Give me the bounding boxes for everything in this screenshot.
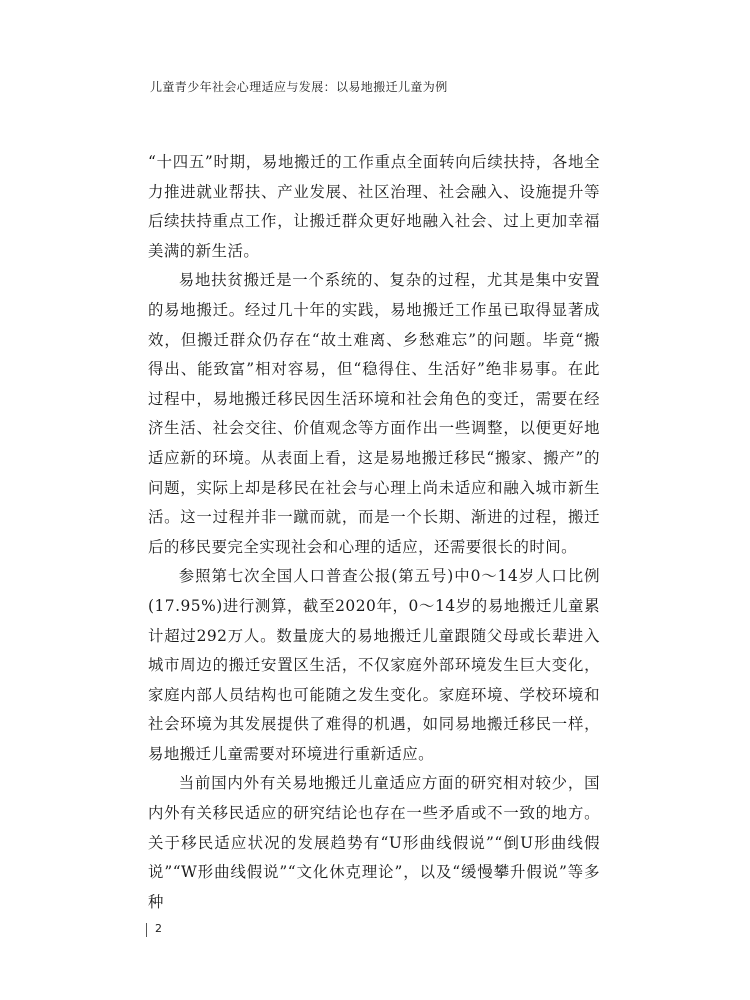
- page-number-divider: [146, 923, 147, 937]
- paragraph: 当前国内外有关易地搬迁儿童适应方面的研究相对较少，国内外有关移民适应的研究结论也存在一些矛盾或不一致的地方。关于移民适应状况的发展趋势有“U形曲线假说”“倒U形曲线假说”“W形曲线假说”“文化休克理论”，以及“缓慢攀升假说”等多种: [148, 774, 600, 911]
- running-header: 儿童青少年社会心理适应与发展：以易地搬迁儿童为例: [150, 80, 448, 94]
- paragraph-continuation: “十四五”时期，易地搬迁的工作重点全面转向后续扶持，各地全力推进就业帮扶、产业发展、社区治理、社会融入、设施提升等后续扶持重点工作，让搬迁群众更好地融入社会、过上更加幸福美满的新生活。: [148, 153, 600, 260]
- page-number: 2: [155, 922, 162, 935]
- paragraph: 参照第七次全国人口普查公报(第五号)中0～14岁人口比例(17.95%)进行测算，截至2020年，0～14岁的易地搬迁儿童累计超过292万人。数量庞大的易地搬迁儿童跟随父母或长辈进入城市周边的搬迁安置区生活，不仅家庭外部环境发生巨大变化，家庭内部人员结构也可能随之发生变化。家庭环境、学校环境和社会环境为其发展提供了难得的机遇，如同易地搬迁移民一样，易地搬迁儿童需要对环境进行重新适应。: [148, 567, 600, 763]
- body-text: [148, 148, 600, 917]
- paragraph: 易地扶贫搬迁是一个系统的、复杂的过程，尤其是集中安置的易地搬迁。经过几十年的实践，易地搬迁工作虽已取得显著成效，但搬迁群众仍存在“故土难离、乡愁难忘”的问题。毕竟“搬得出、能致富”相对容易，但“稳得住、生活好”绝非易事。在此过程中，易地搬迁移民因生活环境和社会角色的变迁，需要在经济生活、社会交往、价值观念等方面作出一些调整，以便更好地适应新的环境。从表面上看，这是易地搬迁移民“搬家、搬产”的问题，实际上却是移民在社会与心理上尚未适应和融入城市新生活。这一过程并非一蹴而就，而是一个长期、渐进的过程，搬迁后的移民要完全实现社会和心理的适应，还需要很长的时间。: [148, 271, 600, 556]
